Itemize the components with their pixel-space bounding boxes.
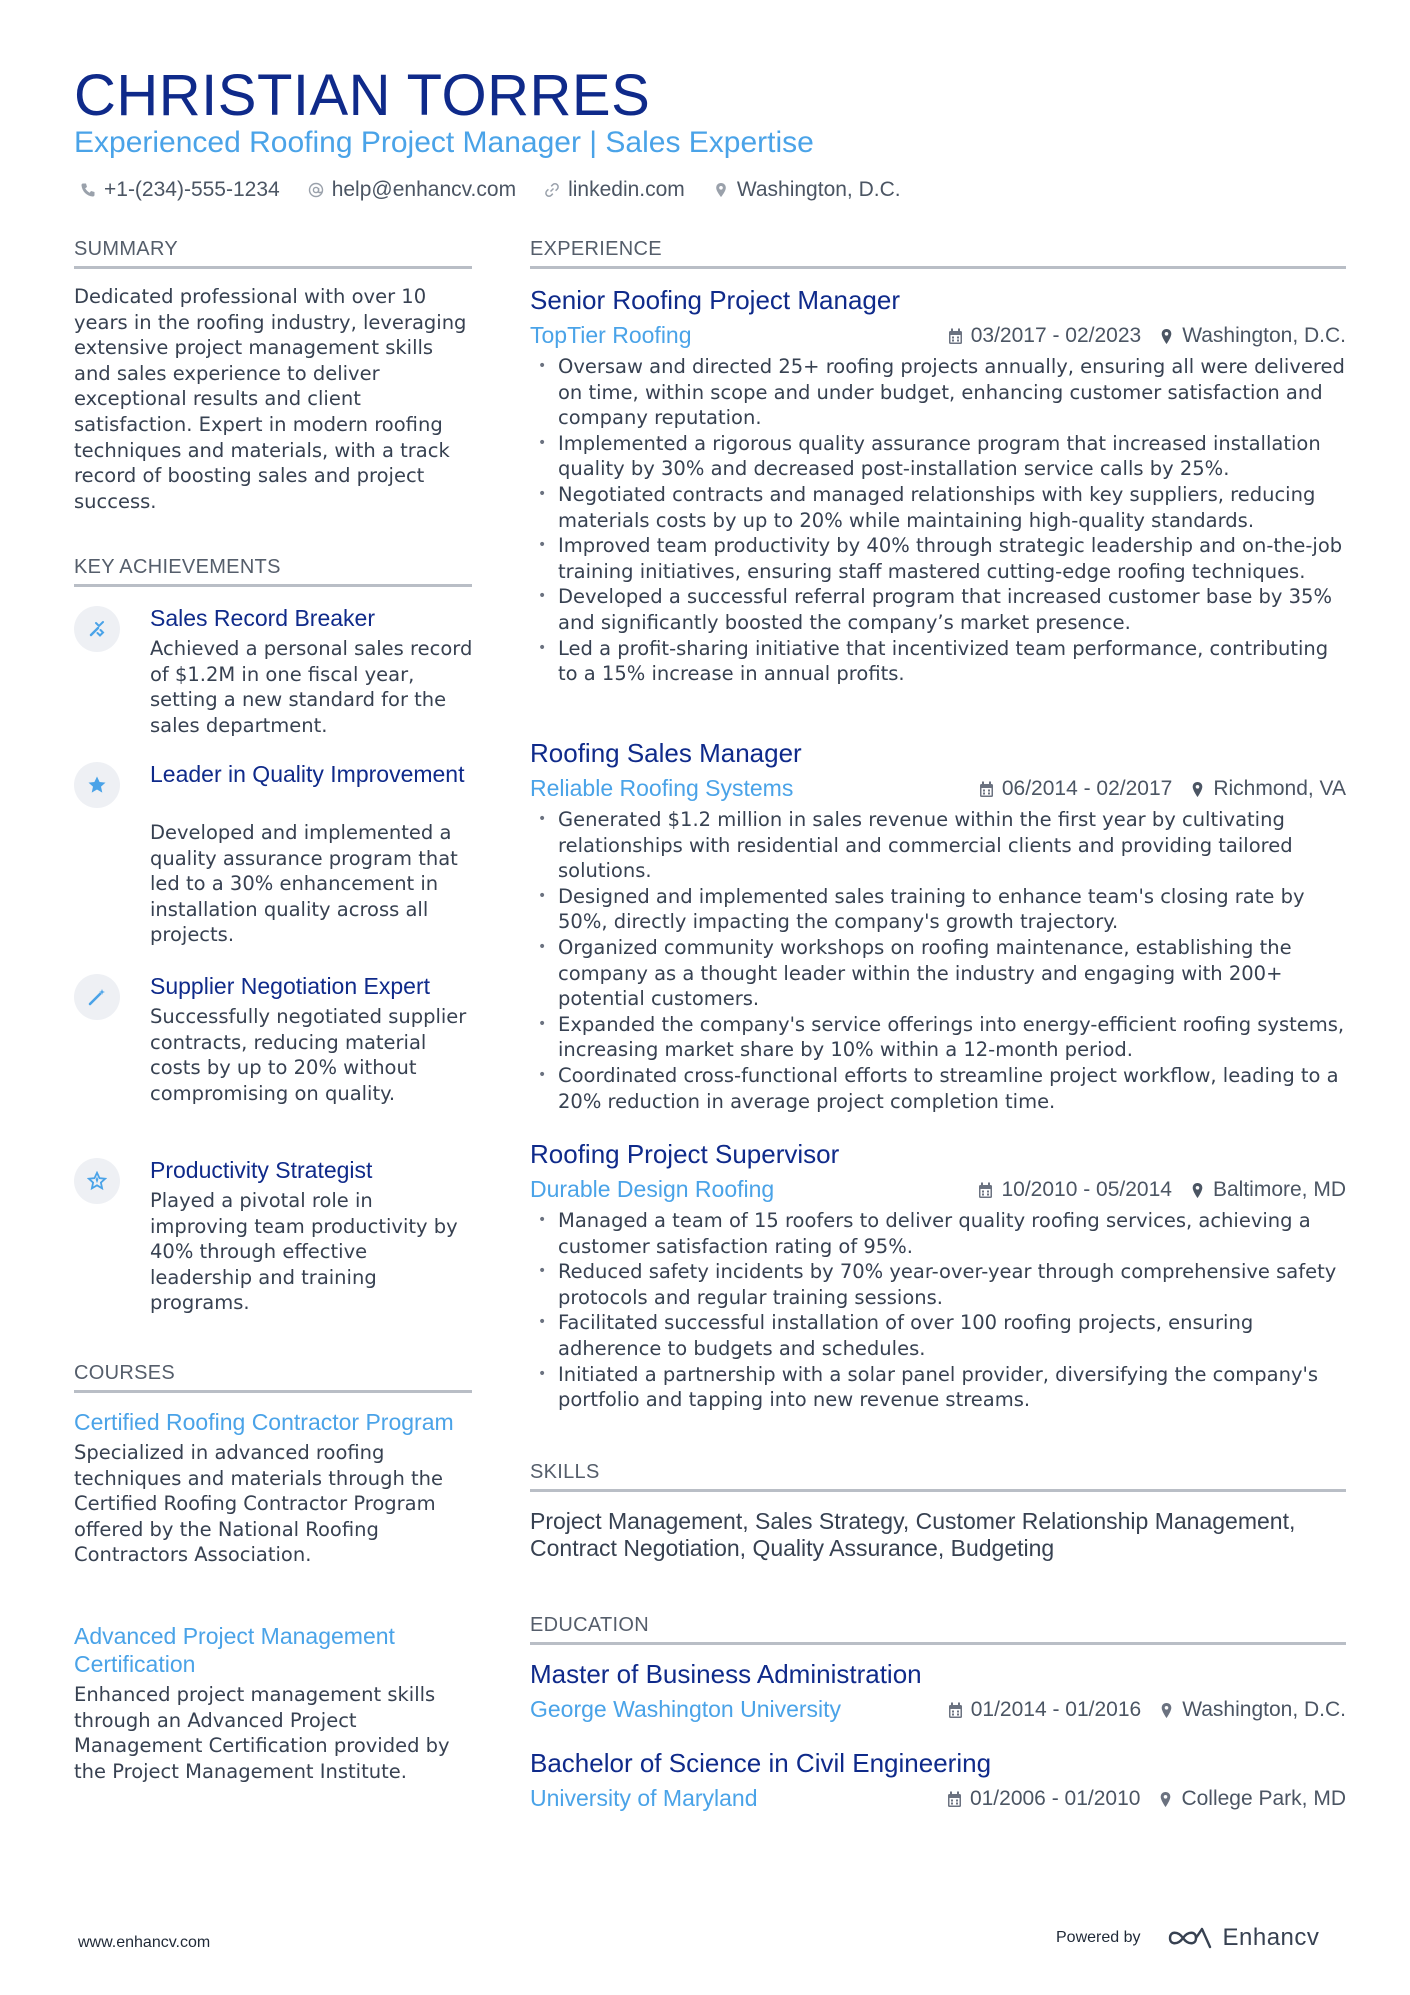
calendar-icon: [978, 1182, 993, 1199]
job-bullet: • Implemented a rigorous quality assurance program that increased installation quality by 30% and decreased post-installation service calls by 25%.: [530, 431, 1346, 482]
phone-text: +1-(234)-555-1234: [104, 178, 280, 201]
job-bullet: • Oversaw and directed 25+ roofing projects annually, ensuring all were delivered on time, within scope and under budget, enhancing customer satisfaction and company reputation.: [530, 354, 1346, 431]
section-heading-skills: SKILLS: [530, 1461, 1346, 1492]
contact-email[interactable]: [308, 178, 516, 202]
section-heading-education: EDUCATION: [530, 1614, 1346, 1645]
degree-title: Bachelor of Science in Civil Engineering: [530, 1748, 992, 1778]
job-dates-text: 10/2010 - 05/2014: [1001, 1178, 1172, 1201]
job-bullet: • Coordinated cross-functional efforts to streamline project workflow, leading to a 20% reduction in average project completion time.: [530, 1063, 1346, 1114]
experience-entry: [530, 284, 1346, 687]
location-pin-icon: [1159, 328, 1174, 345]
calendar-icon: [947, 1791, 962, 1808]
achievement-icon-badge: [74, 974, 120, 1020]
star-icon: [87, 775, 107, 795]
enhancv-brand-text: Enhancv: [1222, 1924, 1320, 1951]
job-bullet: • Generated $1.2 million in sales revenue within the first year by cultivating relationships with residential and commercial clients and providing tailored solutions.: [530, 807, 1346, 884]
tools-icon: [87, 619, 107, 639]
job-bullet: • Managed a team of 15 roofers to deliver quality roofing services, achieving a customer satisfaction rating of 95%.: [530, 1208, 1346, 1259]
job-bullet: • Improved team productivity by 40% through strategic leadership and on-the-job training initiatives, ensuring staff mastered cutting-edge roofing techniques.: [530, 533, 1346, 584]
job-bullet: • Facilitated successful installation of over 100 roofing projects, ensuring adherence to budgets and schedules.: [530, 1310, 1346, 1361]
job-location-text: Washington, D.C.: [1182, 324, 1346, 347]
website-text: linkedin.com: [568, 178, 685, 201]
achievement-icon-badge: [74, 606, 120, 652]
education-meta: [530, 1785, 1346, 1815]
calendar-icon: [948, 1702, 963, 1719]
section-heading-courses: COURSES: [74, 1362, 472, 1393]
job-title: Senior Roofing Project Manager: [530, 285, 900, 315]
contact-location: [713, 178, 901, 202]
course-item: [74, 1622, 474, 1784]
calendar-icon: [948, 328, 963, 345]
education-entry: [530, 1747, 1346, 1815]
course-description: Enhanced project management skills through an Advanced Project Management Certification provided by the Project Management Institute.: [74, 1683, 450, 1783]
job-dates: [978, 1178, 1171, 1202]
education-dates-text: 01/2014 - 01/2016: [970, 1698, 1142, 1721]
achievement-description: Achieved a personal sales record of $1.2M in one fiscal year, setting a new standard for the sales department.: [150, 637, 473, 737]
job-title: Roofing Project Supervisor: [530, 1139, 840, 1169]
candidate-name: CHRISTIAN TORRES: [74, 63, 651, 128]
job-meta: [530, 322, 1346, 352]
footer-website-link[interactable]: www.enhancv.com: [78, 1934, 211, 1951]
phone-icon: [80, 182, 96, 198]
calendar-icon: [979, 781, 994, 798]
location-pin-icon: [1159, 1702, 1174, 1719]
section-heading-experience: EXPERIENCE: [530, 238, 1346, 269]
experience-entry: [530, 737, 1346, 1114]
achievement-icon-badge: [74, 762, 120, 808]
achievement-title: Leader in Quality Improvement: [150, 761, 465, 787]
contact-phone[interactable]: [80, 178, 280, 202]
education-location-text: College Park, MD: [1181, 1787, 1346, 1810]
achievement-description: Developed and implemented a quality assurance program that led to a 30% enhancement in installation quality across all projects.: [150, 821, 458, 947]
wand-icon: [87, 987, 107, 1007]
job-title: Roofing Sales Manager: [530, 738, 802, 768]
job-dates-text: 06/2014 - 02/2017: [1001, 777, 1173, 800]
job-bullet: • Expanded the company's service offerings into energy-efficient roofing systems, increasing market share by 10% within a 12-month period.: [530, 1012, 1346, 1063]
education-details: [947, 1787, 1346, 1811]
job-dates-text: 03/2017 - 02/2023: [970, 324, 1142, 347]
achievement-icon-badge: [74, 1158, 120, 1204]
school-name: George Washington University: [530, 1696, 842, 1722]
job-location-text: Richmond, VA: [1213, 777, 1346, 800]
contact-bar: [80, 178, 901, 202]
achievement-description: Played a pivotal role in improving team productivity by 40% through effective leadership and training programs.: [150, 1189, 458, 1315]
job-dates: [948, 324, 1141, 348]
achievement-title: Supplier Negotiation Expert: [150, 973, 430, 999]
location-pin-icon: [1158, 1791, 1173, 1808]
education-dates: [947, 1787, 1140, 1811]
enhancv-logo-icon: [1167, 1925, 1213, 1951]
job-location-text: Baltimore, MD: [1212, 1178, 1346, 1201]
course-title: Advanced Project Management Certification: [74, 1623, 395, 1677]
education-details: [948, 1698, 1346, 1722]
candidate-headline: Experienced Roofing Project Manager | Sales Expertise: [74, 126, 814, 159]
education-dates-text: 01/2006 - 01/2010: [969, 1787, 1141, 1810]
job-bullet: • Led a profit-sharing initiative that incentivized team performance, contributing to a 15% increase in annual profits.: [530, 636, 1346, 687]
job-bullet: • Negotiated contracts and managed relationships with key suppliers, reducing materials costs by up to 20% while maintaining high-quality standards.: [530, 482, 1346, 533]
job-company: TopTier Roofing: [530, 322, 692, 348]
job-meta: [530, 1176, 1346, 1206]
section-heading-achievements: KEY ACHIEVEMENTS: [74, 556, 472, 587]
job-details: [979, 777, 1346, 801]
job-company: Durable Design Roofing: [530, 1176, 775, 1202]
job-bullet: • Initiated a partnership with a solar panel provider, diversifying the company's portfolio and tapping into new revenue streams.: [530, 1362, 1346, 1413]
location-pin-icon: [1190, 1182, 1205, 1199]
location-pin-icon: [713, 182, 729, 198]
experience-entry: [530, 1138, 1346, 1413]
enhancv-logo[interactable]: [1167, 1924, 1320, 1952]
summary-text: Dedicated professional with over 10 years in the roofing industry, leveraging extensive project management skills and sales experience to deliver exceptional results and client satisfaction. Expert in modern roofing techniques and materials, with a track record of boosting sales and project success.: [74, 285, 467, 513]
at-icon: [308, 182, 324, 198]
section-heading-summary: SUMMARY: [74, 238, 472, 269]
job-bullet-list: [530, 1208, 1346, 1413]
job-dates: [979, 777, 1172, 801]
job-details: [978, 1178, 1346, 1202]
job-bullet-list: [530, 354, 1346, 687]
education-dates: [948, 1698, 1141, 1722]
job-details: [948, 324, 1346, 348]
job-bullet: • Organized community workshops on roofing maintenance, establishing the company as a thought leader within the industry and engaging with 200+ potential customers.: [530, 935, 1346, 1012]
job-bullet-list: [530, 807, 1346, 1114]
location-text: Washington, D.C.: [736, 178, 901, 201]
link-icon: [544, 182, 560, 198]
education-location-text: Washington, D.C.: [1182, 1698, 1346, 1721]
job-bullet: • Reduced safety incidents by 70% year-over-year through comprehensive safety protocols and regular training sessions.: [530, 1259, 1346, 1310]
job-bullet: • Designed and implemented sales training to enhance team's closing rate by 50%, directly impacting the company's growth trajectory.: [530, 884, 1346, 935]
location-pin-icon: [1190, 781, 1205, 798]
job-company: Reliable Roofing Systems: [530, 775, 794, 801]
job-meta: [530, 775, 1346, 805]
powered-by-label: Powered by: [1056, 1929, 1141, 1946]
job-location: [1190, 777, 1346, 801]
achievement-title: Sales Record Breaker: [150, 605, 375, 631]
education-meta: [530, 1696, 1346, 1726]
job-location: [1190, 1178, 1346, 1202]
contact-website[interactable]: [544, 178, 685, 202]
email-text: help@enhancv.com: [331, 178, 517, 201]
education-entry: [530, 1658, 1346, 1726]
achievement-description: Successfully negotiated supplier contracts, reducing material costs by up to 20% without compromising on quality.: [150, 1005, 467, 1105]
achievement-title: Productivity Strategist: [150, 1157, 373, 1183]
degree-title: Master of Business Administration: [530, 1659, 922, 1689]
footer-branding: [1056, 1924, 1319, 1952]
job-bullet: • Developed a successful referral program that increased customer base by 35% and significantly boosted the company’s market presence.: [530, 584, 1346, 635]
job-location: [1159, 324, 1346, 348]
skills-list: Project Management, Sales Strategy, Customer Relationship Management, Contract Negotiation, Quality Assurance, Budgeting: [530, 1508, 1296, 1561]
star-outline-icon: [87, 1171, 107, 1191]
education-location: [1158, 1787, 1346, 1811]
course-title: Certified Roofing Contractor Program: [74, 1409, 454, 1435]
course-item: [74, 1408, 474, 1568]
school-name: University of Maryland: [530, 1785, 758, 1811]
course-description: Specialized in advanced roofing techniques and materials through the Certified Roofing Contractor Program offered by the National Roofing Contractors Association.: [74, 1441, 444, 1567]
education-location: [1159, 1698, 1346, 1722]
